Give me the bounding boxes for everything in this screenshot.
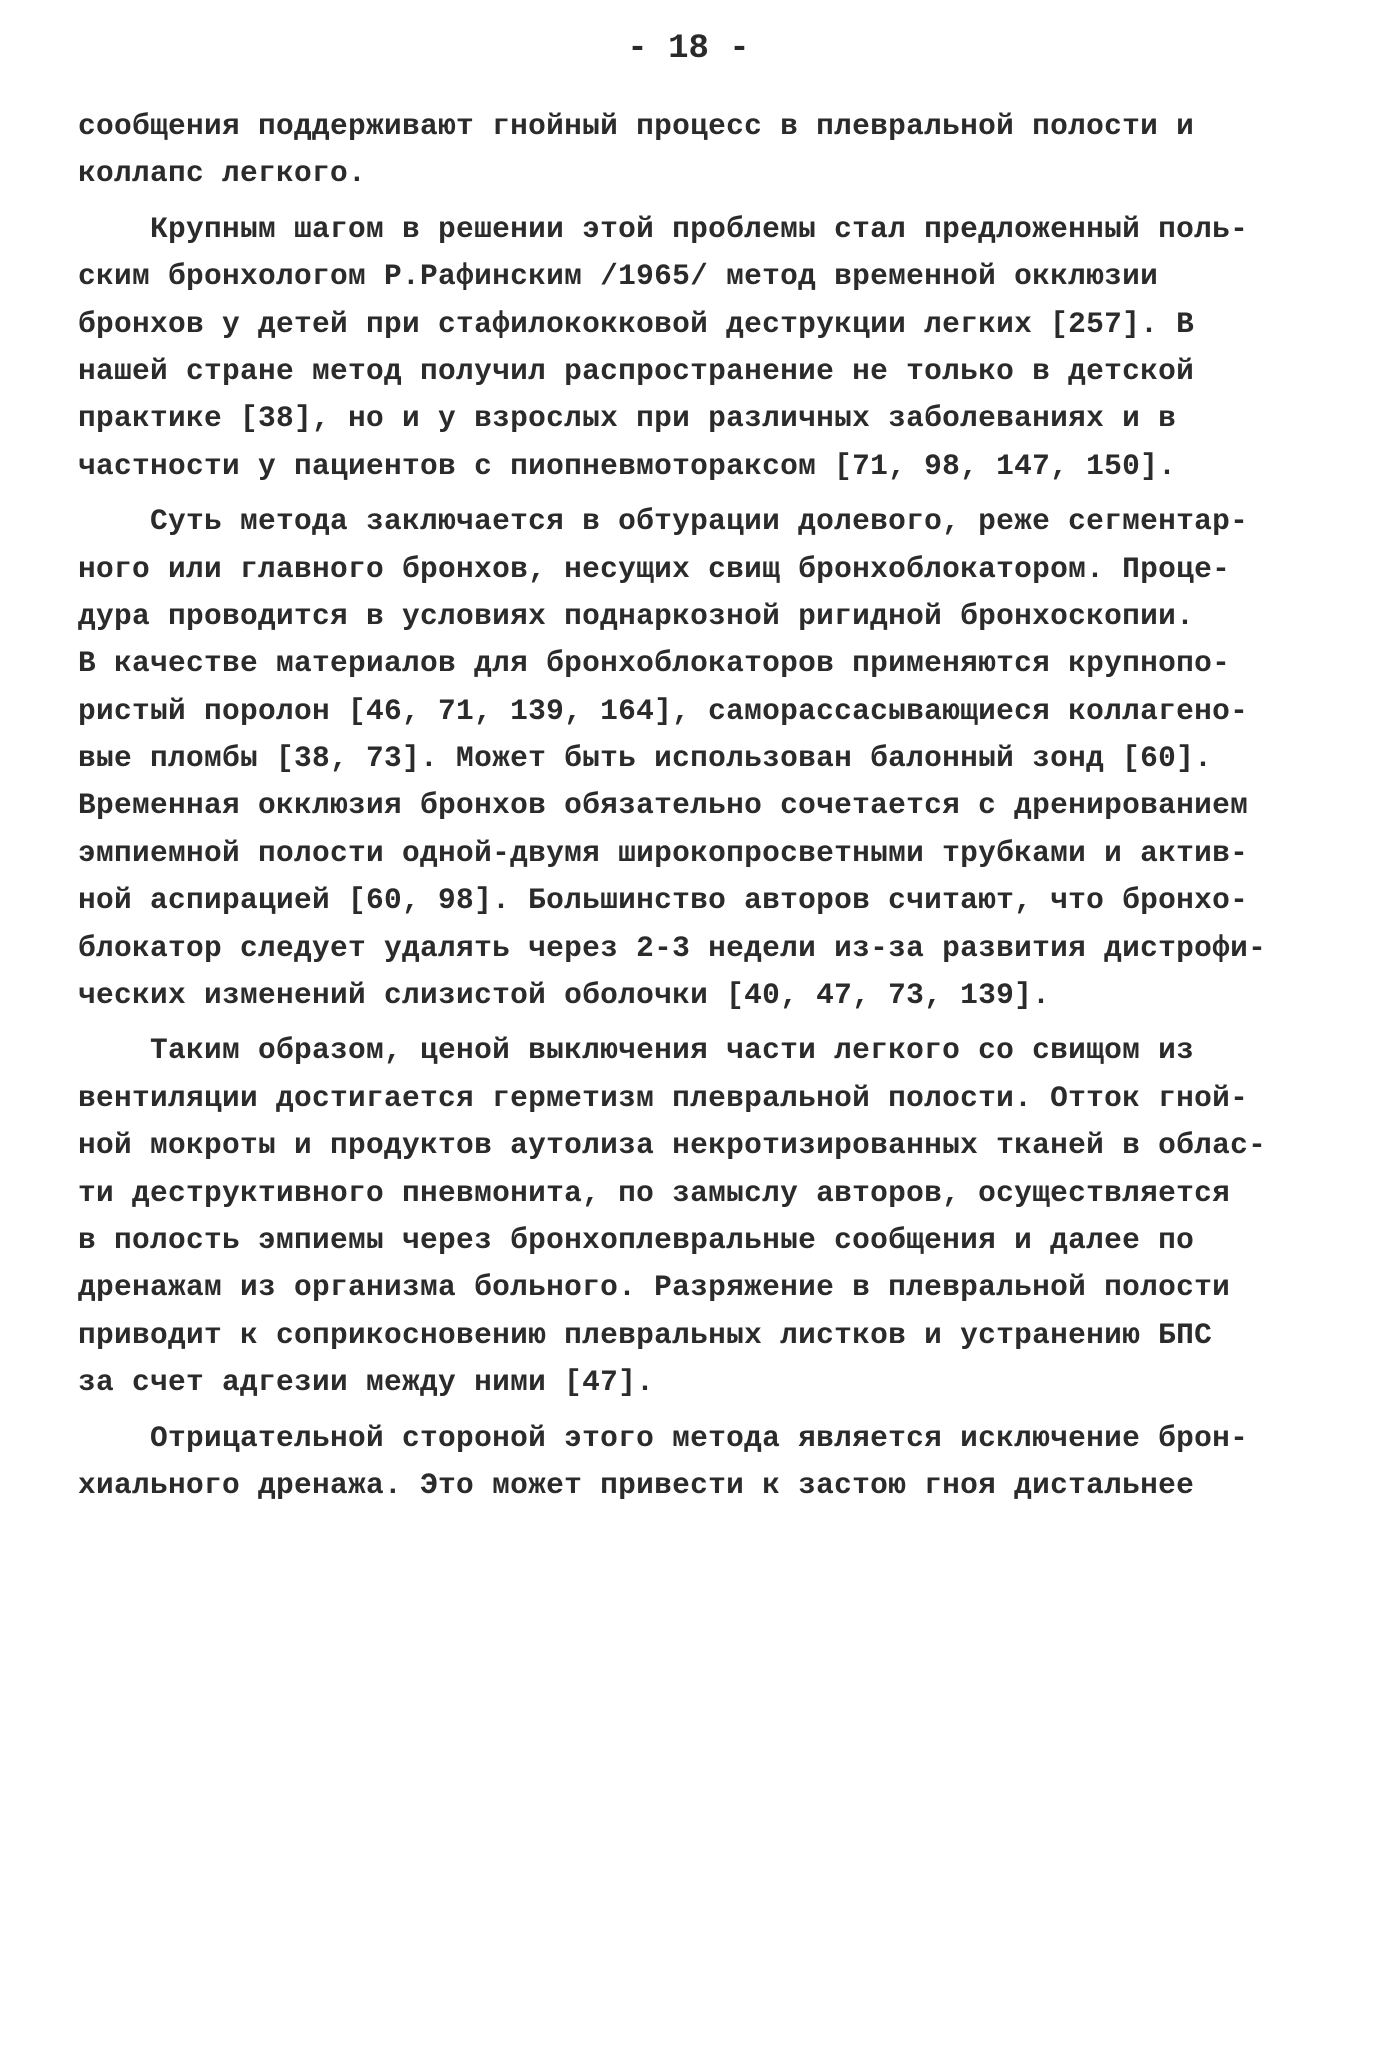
paragraph-4 [78,1027,1298,1406]
text-line: Отрицательной стороной этого метода является исключение брон- [78,1420,1249,1455]
text-line: Таким образом, ценой выключения части легкого со свищом из [78,1033,1195,1068]
text-line: вые пломбы [38, 73]. Может быть использован балонный зонд [60]. [78,741,1213,776]
text-line: ским бронхологом Р.Рафинским /1965/ метод временной окклюзии [78,259,1159,294]
text-line: ристый поролон [46, 71, 139, 164], саморассасывающиеся коллагено- [78,693,1249,728]
text-line: эмпиемной полости одной-двумя широкопросветными трубками и актив- [78,835,1249,870]
text-line: дренажам из организма больного. Разряжение в плевральной полости [78,1270,1231,1305]
text-line: приводит к соприкосновению плевральных листков и устранению БПС [78,1317,1213,1352]
paragraph-1 [78,103,1298,198]
text-line: ного или главного бронхов, несущих свищ бронхоблокатором. Проце- [78,551,1231,586]
paragraph-2 [78,206,1298,490]
text-body [78,103,1298,1509]
text-line: вентиляции достигается герметизм плевральной полости. Отток гной- [78,1080,1249,1115]
text-line: ной аспирацией [60, 98]. Большинство авторов считают, что бронхо- [78,883,1249,918]
text-line: дура проводится в условиях поднаркозной ригидной бронхоскопии. [78,598,1195,633]
text-line: сообщения поддерживают гнойный процесс в плевральной полости и [78,109,1195,143]
text-line: Суть метода заключается в обтурации долевого, реже сегментар- [78,504,1249,539]
text-line: коллапс легкого. [78,156,367,191]
text-line: ческих изменений слизистой оболочки [40, 47, 73, 139]. [78,978,1051,1013]
text-line: за счет адгезии между ними [47]. [78,1365,655,1400]
text-line: нашей стране метод получил распространение не только в детской [78,353,1195,388]
text-line: в полость эмпиемы через бронхоплевральные сообщения и далее по [78,1222,1195,1257]
paragraph-3 [78,498,1298,1019]
page-number: - 18 - [627,30,750,68]
text-line: блокатор следует удалять через 2-3 недели из-за развития дистрофи- [78,930,1267,965]
text-line: частности у пациентов с пиопневмотораксом [71, 98, 147, 150]. [78,448,1177,483]
paragraph-5 [78,1415,1298,1510]
text-line: Временная окклюзия бронхов обязательно сочетается с дренированием [78,788,1249,823]
text-line: бронхов у детей при стафилококковой деструкции легких [257]. В [78,306,1195,341]
text-line: ти деструктивного пневмонита, по замыслу авторов, осуществляется [78,1175,1231,1210]
text-line: хиального дренажа. Это может привести к застою гноя дистальнее [78,1467,1195,1502]
text-line: В качестве материалов для бронхоблокаторов применяются крупнопо- [78,646,1231,681]
text-line: ной мокроты и продуктов аутолиза некротизированных тканей в облас- [78,1128,1267,1163]
text-line: практике [38], но и у взрослых при различных заболеваниях и в [78,401,1177,436]
text-line: Крупным шагом в решении этой проблемы стал предложенный поль- [78,211,1249,246]
